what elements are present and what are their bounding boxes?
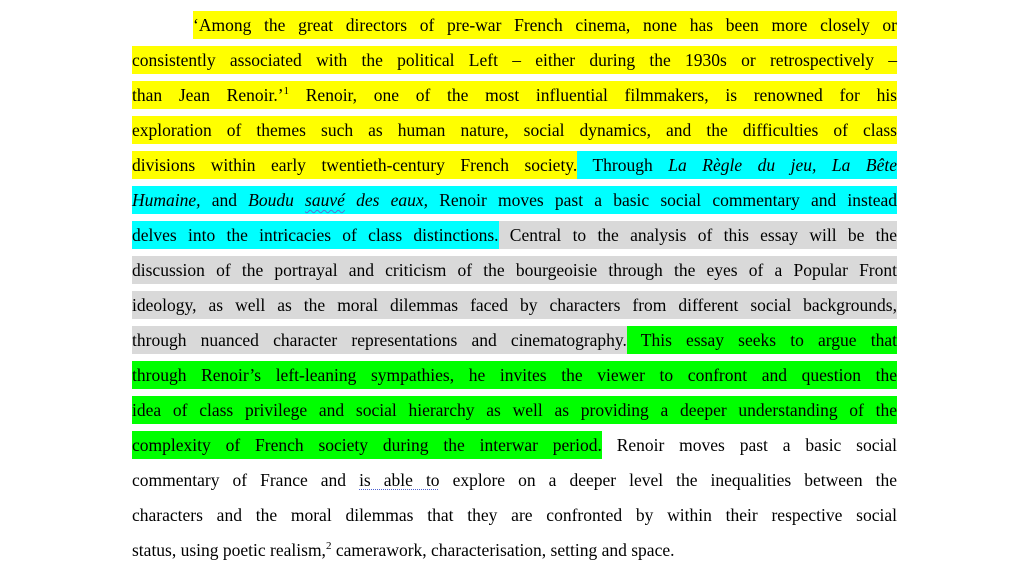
film-title: Boudu [248,190,306,210]
text-line-6 [132,183,897,218]
text-line-7 [132,218,897,253]
text-line-16: status, using poetic realism,$^2$ camerawork, characterisation, setting and space. [132,540,675,560]
spelling-squiggle[interactable]: sauvé [305,190,345,210]
highlight-yellow: ‘Among the great directors of pre-war French cinema, none has been more closely or [193,11,897,39]
highlight-yellow: exploration of themes such as human nature, social dynamics, and the difficulties of class [132,116,897,144]
footnote-ref-2[interactable]: 2 [325,540,332,552]
text-line-14: commentary of France and is able to explore on a deeper level the inequalities between the [132,470,897,490]
highlight-cyan: delves into the intricacies of class distinctions. [132,221,499,249]
text-line-3 [132,78,897,113]
text-line-5 [132,148,897,183]
highlight-gray: through nuanced character representations and cinematography. [132,326,627,354]
film-title: La Règle du jeu, La Bête [668,155,897,175]
highlight-cyan: Humaine, and Boudu sauvé des eaux, Renoir moves past a basic social commentary and instead [132,186,897,214]
text-line-15: characters and the moral dilemmas that they are confronted by within their respective social [132,505,897,525]
highlight-yellow: consistently associated with the political Left – either during the 1930s or retrospectively – [132,46,897,74]
document-page[interactable] [132,8,897,568]
text-line-8 [132,253,897,288]
text-line-13: complexity of French society during the interwar period. Renoir moves past a basic social [132,428,897,463]
text-line-11 [132,358,897,393]
text-line-2 [132,43,897,78]
text-line-9 [132,288,897,323]
text-line-4 [132,113,897,148]
highlight-green: This essay seeks to argue that [627,326,897,354]
text-line-10 [132,323,897,358]
footnote-ref-1[interactable]: 1 [283,85,290,97]
text-line-12 [132,393,897,428]
highlight-gray: ideology, as well as the moral dilemmas faced by characters from different social backgrounds, [132,291,897,319]
highlight-gray: Central to the analysis of this essay will be the [499,221,897,249]
highlight-green: idea of class privilege and social hierarchy as well as providing a deeper understanding of the [132,396,897,424]
highlight-gray: discussion of the portrayal and criticism of the bourgeoisie through the eyes of a Popular Front [132,256,897,284]
highlight-yellow: divisions within early twentieth-century French society. [132,151,577,179]
highlight-green: complexity of French society during the interwar period. [132,431,602,459]
highlight-cyan: Through La Règle du jeu, La Bête [577,151,897,179]
highlight-green: through Renoir’s left-leaning sympathies, he invites the viewer to confront and question the [132,361,897,389]
text-line-1 [132,8,897,43]
highlight-yellow: than Jean Renoir.’$^1$ Renoir, one of the most influential filmmakers, is renowned for his [132,81,897,109]
grammar-suggestion[interactable]: is able to [359,470,440,490]
film-title: Humaine, [132,190,201,210]
